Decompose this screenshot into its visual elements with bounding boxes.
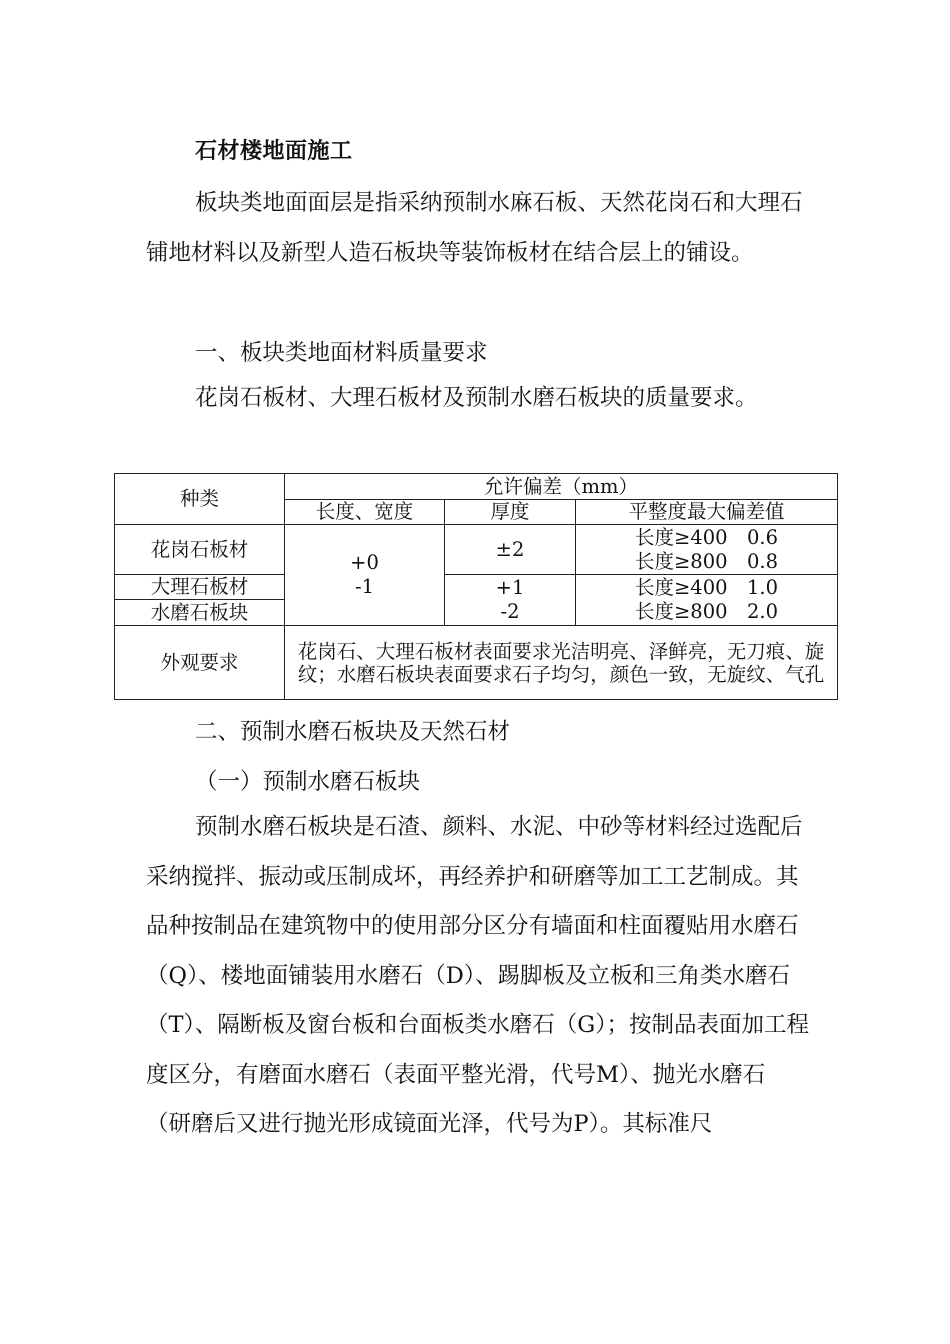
length-deviation-cell	[285, 525, 445, 626]
flatness-value: 长度≥800 0.8	[634, 549, 779, 573]
flatness-value: 长度≥800 2.0	[634, 600, 779, 623]
intro-paragraph: 板块类地面面层是指采纳预制水麻石板、天然花岗石和大理石铺地材料以及新型人造石板块等装饰板材在结合层上的铺设。	[146, 190, 803, 266]
row-label-terrazzo: 水磨石板块	[115, 600, 285, 626]
table-row	[115, 626, 838, 700]
section1-paragraph: 花岗石板材、大理石板材及预制水磨石板块的质量要求。	[195, 385, 758, 411]
flatness-terrazzo-cell	[576, 575, 838, 626]
header-thickness: 厚度	[445, 500, 576, 525]
section2-paragraph: 预制水磨石板块是石渣、颜料、水泥、中砂等材料经过选配后采纳搅拌、振动或压制成坏，再经养护和研磨等加工工艺制成。其品种按制品在建筑物中的使用部分区分有墙面和柱面覆贴用水磨石（Q）、楼地面铺装用水磨石（D）、踢脚板及立板和三角类水磨石（T）、隔断板及窗台板和台面板类水磨石（G）；按制品表面加工程度区分，有磨面水磨石（表面平整光滑，代号M）、抛光水磨石（研磨后又进行抛光形成镜面光泽，代号为P）。其标准尺	[146, 814, 809, 1137]
length-deviation-minus: -1	[355, 575, 374, 598]
thickness-plus: +1	[495, 576, 525, 599]
header-length-width: 长度、宽度	[285, 500, 445, 525]
appearance-requirement-text: 花岗石、大理石板材表面要求光洁明亮、泽鲜亮，无刀痕、旋纹；水磨石板块表面要求石子均匀，颜色一致，无旋纹、气孔	[285, 626, 838, 700]
flatness-granite-cell	[576, 525, 838, 575]
quality-requirements-table	[114, 473, 838, 700]
thickness-minus: -2	[500, 600, 520, 623]
row-label-marble: 大理石板材	[115, 575, 285, 600]
row-label-granite: 花岗石板材	[115, 525, 285, 575]
thickness-terrazzo-cell	[445, 575, 576, 626]
length-deviation-plus: +0	[350, 551, 379, 574]
section-heading-1: 一、板块类地面材料质量要求	[195, 340, 488, 366]
flatness-value: 长度≥400 0.6	[634, 525, 779, 549]
header-allowed-deviation: 允许偏差（mm）	[285, 474, 838, 500]
document-title: 石材楼地面施工	[195, 138, 353, 164]
table-header-row	[115, 474, 838, 500]
section-heading-2: 二、预制水磨石板块及天然石材	[195, 719, 511, 745]
row-label-appearance: 外观要求	[115, 626, 285, 700]
thickness-stone-cell: ±2	[445, 525, 576, 575]
table-row	[115, 525, 838, 575]
table-row	[115, 575, 838, 600]
header-flatness: 平整度最大偏差值	[576, 500, 838, 525]
header-type: 种类	[115, 474, 285, 525]
subsection-heading: （一）预制水磨石板块	[195, 769, 421, 795]
flatness-value: 长度≥400 1.0	[634, 576, 779, 599]
